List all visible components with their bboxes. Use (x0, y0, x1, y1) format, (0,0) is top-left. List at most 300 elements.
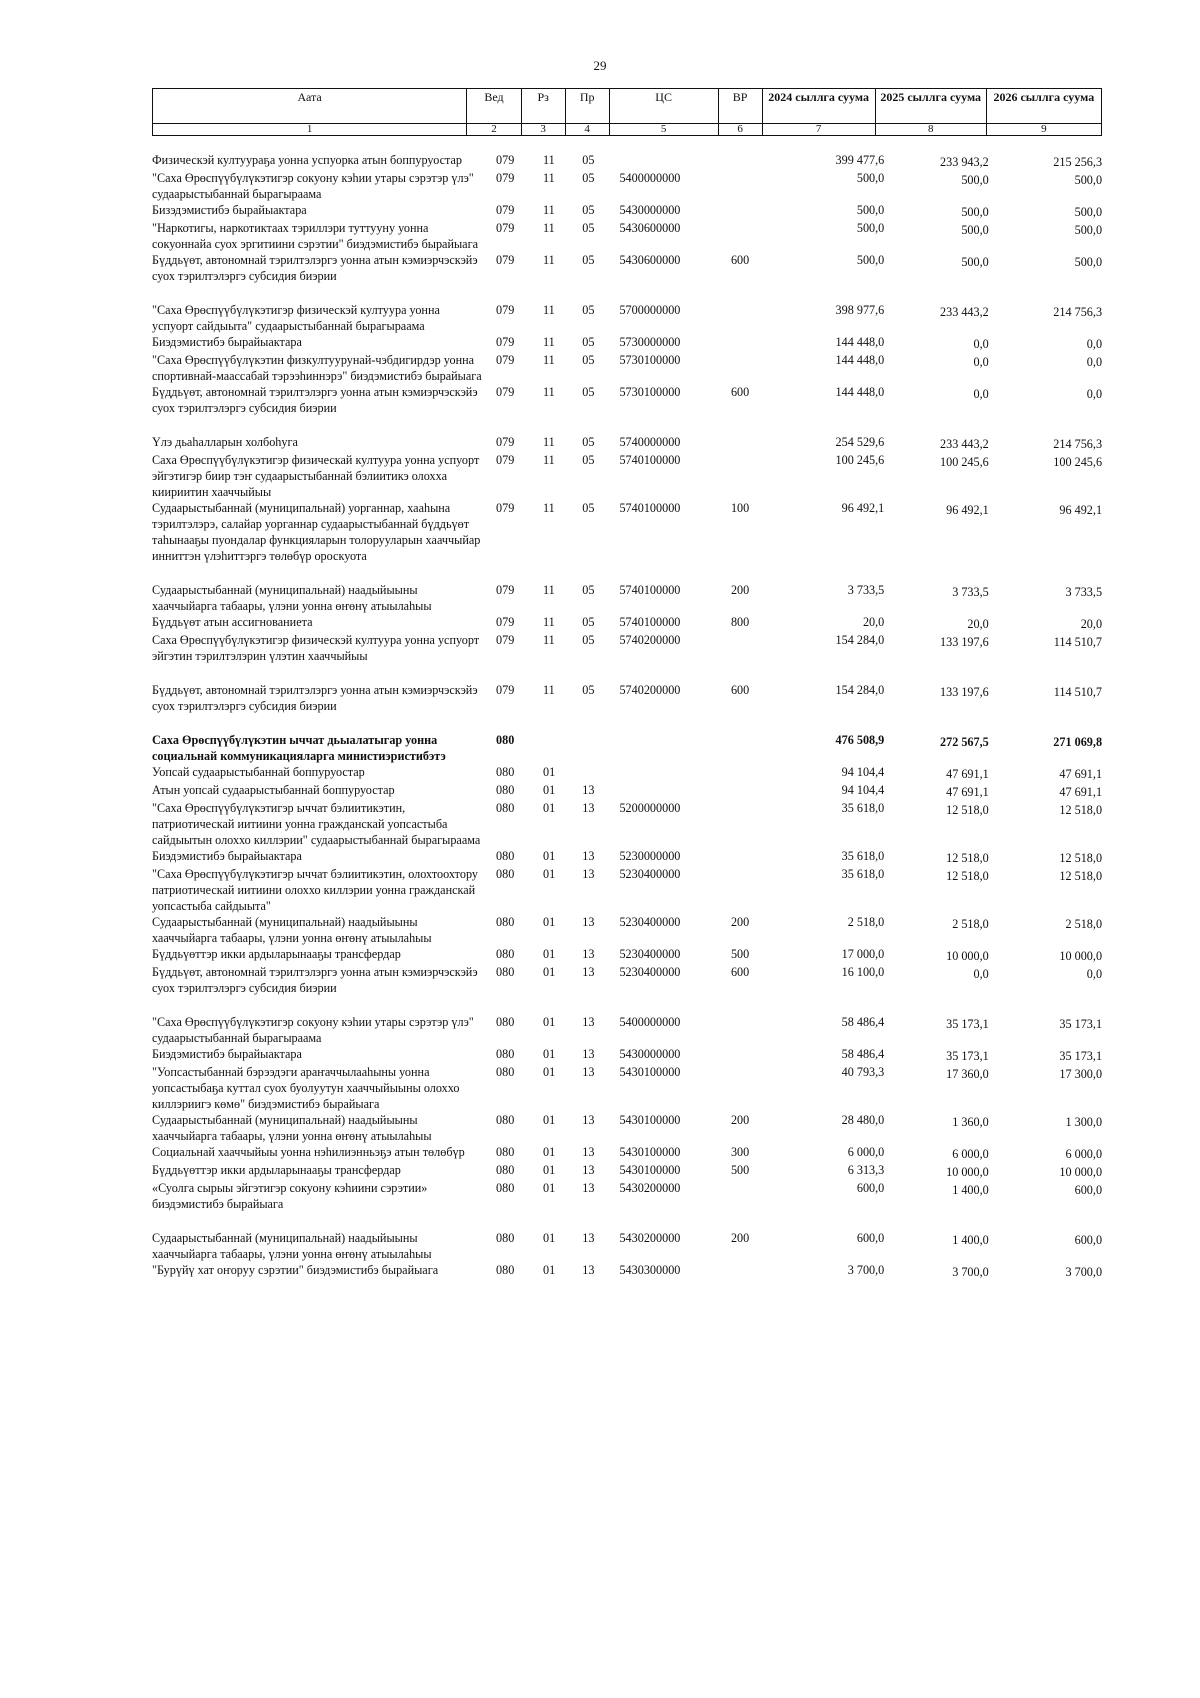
row-rz: 01 (543, 1163, 556, 1177)
row-ved: 080 (496, 1163, 515, 1177)
header-number: 9 (986, 124, 1101, 136)
row-value-2024: 144 448,0 (835, 385, 885, 399)
row-value-2025: 0,0 (973, 337, 989, 351)
row-value-2026: 20,0 (1080, 617, 1103, 631)
row-cs: 5430200000 (619, 1181, 681, 1195)
row-rz: 11 (543, 435, 555, 449)
header-vr: ВР (718, 89, 762, 124)
row-vr (723, 334, 782, 352)
row-value-2026: 10 000,0 (1059, 1165, 1103, 1179)
row-vr (723, 1180, 782, 1212)
row-name: "Наркотигы, наркотиктаах тэриллэри туттууну уонна сокуоннайа суох эргитиини сэрэтии" биэдэмистибэ бырайыага (152, 221, 478, 251)
row-vr: 200 (730, 915, 750, 929)
row-rz: 01 (543, 1015, 556, 1029)
row-value-2026: 35 173,1 (1059, 1017, 1103, 1031)
table-row (152, 800, 1102, 848)
row-value-2026: 0,0 (1086, 967, 1103, 981)
row-value-2024: 40 793,3 (841, 1065, 885, 1079)
row-value-2025: 17 360,0 (946, 1067, 989, 1081)
row-value-2025: 0,0 (973, 387, 989, 401)
table-row (152, 848, 1102, 866)
row-name: "Саха Өрөспүүбүлүкэтигэр ыччат бэлиитикэтин, патриотическай иитиини уонна гражданскай уопсастыба сайдыытын олоххо киллэрии" судаарыстыбаннай бырагыраама (152, 801, 481, 847)
row-ved: 080 (496, 1113, 515, 1127)
row-value-2026: 2 518,0 (1065, 917, 1103, 931)
table-row (152, 1064, 1102, 1112)
row-rz: 01 (543, 1047, 556, 1061)
row-value-2024: 94 104,4 (841, 765, 885, 779)
row-value-2026: 214 756,3 (1053, 305, 1103, 319)
row-rz: 11 (543, 385, 555, 399)
row-cs: 5740200000 (619, 683, 681, 697)
row-cs: 5200000000 (619, 801, 681, 815)
row-cs: 5430100000 (619, 1113, 681, 1127)
row-value-2026: 12 518,0 (1059, 851, 1103, 865)
row-value-2024: 17 000,0 (841, 947, 885, 961)
row-value-2025: 233 943,2 (940, 155, 989, 169)
row-value-2024: 399 477,6 (835, 153, 885, 167)
row-cs: 5430200000 (619, 1231, 681, 1245)
header-2026: 2026 сыллга суума (986, 89, 1101, 124)
table-row (152, 220, 1102, 252)
row-value-2024: 16 100,0 (841, 965, 885, 979)
row-cs (615, 764, 723, 782)
row-vr (723, 632, 782, 664)
row-value-2025: 0,0 (973, 967, 989, 981)
row-ved: 080 (496, 849, 515, 863)
row-cs: 5230000000 (619, 849, 681, 863)
row-pr: 13 (582, 1231, 595, 1245)
header-number: 4 (565, 124, 609, 136)
row-pr: 05 (582, 303, 595, 317)
row-rz: 11 (543, 335, 555, 349)
row-cs: 5430300000 (619, 1263, 681, 1277)
table-row (152, 352, 1102, 384)
row-value-2026: 500,0 (1074, 255, 1103, 269)
row-vr: 600 (730, 965, 750, 979)
header-number: 8 (875, 124, 986, 136)
row-value-2024: 500,0 (856, 221, 885, 235)
row-value-2025: 0,0 (973, 355, 989, 369)
row-value-2026: 0,0 (1086, 387, 1103, 401)
row-value-2026: 600,0 (1074, 1233, 1103, 1247)
row-vr: 300 (730, 1145, 750, 1159)
row-cs (615, 782, 723, 800)
row-value-2026: 114 510,7 (1053, 685, 1103, 699)
table-row (152, 302, 1102, 334)
row-pr: 05 (582, 171, 595, 185)
row-value-2026: 35 173,1 (1059, 1049, 1103, 1063)
header-number: 2 (467, 124, 521, 136)
header-number: 1 (153, 124, 467, 136)
table-row (152, 682, 1102, 714)
row-rz: 11 (543, 353, 555, 367)
table-row (152, 946, 1102, 964)
row-vr (723, 1046, 782, 1064)
row-rz: 11 (543, 303, 555, 317)
row-vr (723, 152, 782, 170)
row-value-2025: 35 173,1 (946, 1049, 989, 1063)
row-cs: 5730000000 (619, 335, 681, 349)
row-name: Судаарыстыбаннай (муниципальнай) наадыйыыны хааччыйарга табаары, үлэни уонна өҥөнү атыылаһыы (152, 1113, 432, 1143)
row-pr: 05 (582, 683, 595, 697)
row-value-2024: 3 700,0 (847, 1263, 885, 1277)
row-name: Биэдэмистибэ бырайыактара (152, 849, 302, 863)
row-value-2025: 96 492,1 (946, 503, 989, 517)
row-rz: 01 (543, 947, 556, 961)
row-name: Саха Өрөспүүбүлүкэтигэр физическэй култуура уонна успуорт эйгэтин тэрилтэлэрин үлэтин хааччыйыы (152, 633, 480, 663)
row-value-2026: 12 518,0 (1059, 803, 1103, 817)
row-rz: 01 (543, 1065, 556, 1079)
row-vr (723, 352, 782, 384)
header-pr: Пр (565, 89, 609, 124)
row-ved: 079 (496, 501, 515, 515)
row-name: Биэдэмистибэ бырайыактара (152, 1047, 302, 1061)
row-value-2024: 6 313,3 (847, 1163, 885, 1177)
row-vr (723, 220, 782, 252)
row-value-2024: 35 618,0 (841, 801, 885, 815)
row-name: Атын уопсай судаарыстыбаннай боппуруостар (152, 783, 395, 797)
row-rz: 11 (543, 253, 555, 267)
row-value-2024: 96 492,1 (841, 501, 885, 515)
row-vr: 200 (730, 1231, 750, 1245)
row-value-2024: 600,0 (856, 1181, 885, 1195)
row-ved: 079 (496, 335, 515, 349)
row-pr: 05 (582, 453, 595, 467)
row-value-2026: 0,0 (1086, 355, 1103, 369)
row-vr (723, 434, 782, 452)
row-pr (576, 732, 615, 764)
row-cs (615, 732, 723, 764)
row-value-2026: 3 700,0 (1065, 1265, 1103, 1279)
row-vr (723, 1064, 782, 1112)
row-cs: 5430100000 (619, 1065, 681, 1079)
row-value-2026: 47 691,1 (1059, 785, 1103, 799)
row-ved: 080 (496, 1015, 515, 1029)
row-value-2024: 100 245,6 (835, 453, 885, 467)
header-2025: 2025 сыллга суума (875, 89, 986, 124)
table-row (152, 434, 1102, 452)
row-pr: 05 (582, 633, 595, 647)
table-row (152, 1180, 1102, 1212)
row-value-2025: 35 173,1 (946, 1017, 989, 1031)
row-ved: 079 (496, 203, 515, 217)
row-name: "Бурүйү хат оҥоруу сэрэтии" биэдэмистибэ бырайыага (152, 1263, 439, 1277)
row-value-2024: 94 104,4 (841, 783, 885, 797)
row-pr: 13 (582, 947, 595, 961)
row-value-2026: 215 256,3 (1053, 155, 1103, 169)
row-ved: 080 (496, 965, 515, 979)
row-ved: 079 (496, 221, 515, 235)
row-value-2024: 35 618,0 (841, 849, 885, 863)
row-vr (723, 170, 782, 202)
row-pr: 05 (582, 335, 595, 349)
row-value-2026: 3 733,5 (1065, 585, 1103, 599)
row-ved: 079 (496, 453, 515, 467)
row-pr: 13 (582, 783, 595, 797)
row-value-2025: 1 400,0 (952, 1233, 989, 1247)
row-value-2025: 12 518,0 (946, 851, 989, 865)
row-ved: 080 (496, 1047, 515, 1061)
row-cs: 5740100000 (619, 501, 681, 515)
row-pr: 13 (582, 1145, 595, 1159)
row-value-2026: 47 691,1 (1059, 767, 1103, 781)
row-pr: 13 (582, 915, 595, 929)
row-ved: 080 (496, 867, 515, 881)
row-pr: 13 (582, 1181, 595, 1195)
row-cs: 5740000000 (619, 435, 681, 449)
row-value-2024: 58 486,4 (841, 1015, 885, 1029)
row-rz: 11 (543, 203, 555, 217)
row-ved: 079 (496, 353, 515, 367)
row-value-2026: 600,0 (1074, 1183, 1103, 1197)
row-value-2024: 476 508,9 (835, 733, 885, 747)
row-value-2026: 500,0 (1074, 205, 1103, 219)
row-pr: 13 (582, 1065, 595, 1079)
row-value-2024: 144 448,0 (835, 353, 885, 367)
row-pr: 05 (582, 203, 595, 217)
row-rz: 11 (543, 633, 555, 647)
row-value-2025: 500,0 (961, 255, 989, 269)
row-value-2024: 6 000,0 (847, 1145, 885, 1159)
row-value-2024: 600,0 (856, 1231, 885, 1245)
table-row (152, 500, 1102, 564)
row-value-2024: 500,0 (856, 171, 885, 185)
table-row (152, 1144, 1102, 1162)
row-value-2025: 233 443,2 (940, 437, 989, 451)
row-ved: 079 (496, 615, 515, 629)
row-rz: 11 (543, 171, 555, 185)
row-cs: 5400000000 (619, 171, 681, 185)
table-row (152, 764, 1102, 782)
row-pr: 05 (582, 501, 595, 515)
row-value-2026: 0,0 (1086, 337, 1103, 351)
row-value-2024: 144 448,0 (835, 335, 885, 349)
row-cs: 5230400000 (619, 947, 681, 961)
row-value-2026: 100 245,6 (1053, 455, 1103, 469)
row-value-2026: 12 518,0 (1059, 869, 1103, 883)
row-value-2026: 500,0 (1074, 173, 1103, 187)
row-name: Бизэдэмистибэ бырайыактара (152, 203, 307, 217)
row-vr: 500 (730, 1163, 750, 1177)
row-vr (723, 452, 782, 500)
row-cs (615, 152, 723, 170)
row-value-2025: 12 518,0 (946, 869, 989, 883)
row-ved: 079 (496, 583, 515, 597)
row-cs: 5230400000 (619, 965, 681, 979)
row-rz: 11 (543, 501, 555, 515)
table-row (152, 1262, 1102, 1280)
row-cs: 5740200000 (619, 633, 681, 647)
row-vr (723, 202, 782, 220)
row-vr: 600 (730, 683, 750, 697)
row-pr: 05 (582, 253, 595, 267)
row-ved: 079 (496, 303, 515, 317)
row-value-2024: 35 618,0 (841, 867, 885, 881)
row-cs: 5430600000 (619, 253, 681, 267)
row-vr (723, 1262, 782, 1280)
table-row (152, 866, 1102, 914)
row-rz: 01 (543, 1181, 556, 1195)
row-vr (723, 764, 782, 782)
row-ved: 079 (496, 435, 515, 449)
row-pr: 13 (582, 801, 595, 815)
row-name: Судаарыстыбаннай (муниципальнай) уорганнар, хааһына тэрилтэлэрэ, салайар уорганнар судаарыстыбаннай бүддьүөт таһынааҕы пуондалар функцияларын толорууларын хааччыйар инниттэн үлэһиттэргэ төлөбүр ороскуота (152, 501, 481, 563)
row-pr: 05 (582, 435, 595, 449)
table-row (152, 914, 1102, 946)
row-pr: 13 (582, 1163, 595, 1177)
row-name: Бүддьүөттэр икки ардыларынааҕы трансфердар (152, 1163, 401, 1177)
row-cs: 5230400000 (619, 867, 681, 881)
row-cs: 5740100000 (619, 583, 681, 597)
row-name: Уопсай судаарыстыбаннай боппуруостар (152, 765, 365, 779)
row-ved: 079 (496, 633, 515, 647)
row-cs: 5430000000 (619, 203, 681, 217)
row-value-2025: 133 197,6 (940, 685, 989, 699)
table-row (152, 964, 1102, 996)
table-row (152, 1162, 1102, 1180)
header-number: 3 (521, 124, 565, 136)
row-value-2024: 2 518,0 (847, 915, 885, 929)
row-vr (723, 800, 782, 848)
row-vr (723, 848, 782, 866)
page-number: 29 (593, 58, 607, 73)
row-name: "Уопсастыбаннай бэрээдэги араҥаччылааһыны уонна уопсастыбаҕа куттал суох буолуутун хааччыйыыны олоххо киллэриигэ көмө" биэдэмистибэ бырайыага (152, 1065, 460, 1111)
row-value-2024: 500,0 (856, 203, 885, 217)
row-cs: 5700000000 (619, 303, 681, 317)
row-cs: 5430000000 (619, 1047, 681, 1061)
row-pr: 13 (582, 849, 595, 863)
table-row (152, 384, 1102, 416)
row-pr: 13 (582, 1047, 595, 1061)
row-value-2025: 1 400,0 (952, 1183, 989, 1197)
row-value-2025: 3 700,0 (952, 1265, 989, 1279)
table-row (152, 1046, 1102, 1064)
table-row (152, 152, 1102, 170)
row-vr: 100 (730, 501, 750, 515)
row-cs: 5430100000 (619, 1163, 681, 1177)
row-rz: 11 (543, 453, 555, 467)
table-row (152, 202, 1102, 220)
row-pr: 05 (582, 615, 595, 629)
table-row (152, 334, 1102, 352)
row-name: Биэдэмистибэ бырайыактара (152, 335, 302, 349)
row-value-2025: 20,0 (967, 617, 989, 631)
row-vr (723, 732, 782, 764)
row-cs: 5730100000 (619, 353, 681, 367)
row-rz: 11 (543, 683, 555, 697)
row-value-2026: 17 300,0 (1059, 1067, 1103, 1081)
row-rz: 01 (543, 1263, 556, 1277)
row-value-2026: 96 492,1 (1059, 503, 1103, 517)
row-ved: 080 (496, 783, 515, 797)
row-value-2025: 500,0 (961, 173, 989, 187)
row-pr: 05 (582, 221, 595, 235)
row-vr: 500 (730, 947, 750, 961)
row-name: Бүддьүөт, автономнай тэрилтэлэргэ уонна атын кэмиэрчэскэйэ суох тэрилтэлэргэ субсидия биэрии (152, 683, 478, 713)
row-rz: 01 (543, 1231, 556, 1245)
row-cs: 5400000000 (619, 1015, 681, 1029)
table-row (152, 614, 1102, 632)
row-pr: 05 (582, 153, 595, 167)
table-row (152, 782, 1102, 800)
row-name: Саха Өрөспүүбүлүкэтигэр физическай култуура уонна успуорт эйгэтигэр биир тэҥ судаарыстыбаннай бэлиитикэ олохха киириитин хааччыйыы (152, 453, 480, 499)
table-row (152, 170, 1102, 202)
table-row (152, 1230, 1102, 1262)
row-value-2024: 58 486,4 (841, 1047, 885, 1061)
row-ved: 080 (496, 1181, 515, 1195)
header-number: 5 (609, 124, 718, 136)
header-rz: Рз (521, 89, 565, 124)
row-value-2025: 12 518,0 (946, 803, 989, 817)
header-number: 6 (718, 124, 762, 136)
row-vr: 800 (730, 615, 750, 629)
row-name: Бүддьүөттэр икки ардыларынааҕы трансфердар (152, 947, 401, 961)
row-rz: 01 (543, 783, 556, 797)
row-ved: 079 (496, 683, 515, 697)
table-row (152, 252, 1102, 284)
header-2024: 2024 сыллга суума (762, 89, 875, 124)
row-rz: 11 (543, 221, 555, 235)
row-name: "Саха Өрөспүүбүлүкэтигэр ыччат бэлиитикэтин, олохтоохтору патриотическай иитиини олоххо киллэрии уонна гражданскай уопсастыба сайдыыта" (152, 867, 478, 913)
row-rz: 01 (543, 867, 556, 881)
row-pr: 05 (582, 583, 595, 597)
row-name: «Суолга сырыы эйгэтигэр сокуону кэһиини сэрэтии» биэдэмистибэ бырайыага (152, 1181, 428, 1211)
row-vr (723, 782, 782, 800)
row-rz: 01 (543, 965, 556, 979)
row-vr: 600 (730, 253, 750, 267)
row-name: Судаарыстыбаннай (муниципальнай) наадыйыыны хааччыйарга табаары, үлэни уонна өҥөнү атыылаһыы (152, 915, 432, 945)
row-value-2026: 1 300,0 (1065, 1115, 1103, 1129)
row-vr (723, 866, 782, 914)
row-ved: 080 (496, 1065, 515, 1079)
row-value-2026: 214 756,3 (1053, 437, 1103, 451)
row-name: Бүддьүөт, автономнай тэрилтэлэргэ уонна атын кэмиэрчэскэйэ суох тэрилтэлэргэ субсидия биэрии (152, 965, 478, 995)
row-value-2025: 2 518,0 (952, 917, 989, 931)
row-name: Саха Өрөспүүбүлүкэтин ыччат дьыалатыгар уонна социальнай коммуникацияларга министиэристибэтэ (152, 733, 446, 763)
row-name: Физическэй култуураҕа уонна успуорка атын боппуруостар (152, 153, 462, 167)
row-rz: 11 (543, 583, 555, 597)
row-value-2025: 47 691,1 (946, 785, 989, 799)
row-rz: 01 (543, 849, 556, 863)
row-ved: 079 (496, 153, 515, 167)
table-header (152, 88, 1102, 136)
row-value-2025: 47 691,1 (946, 767, 989, 781)
row-rz: 01 (543, 765, 556, 779)
row-pr: 13 (582, 867, 595, 881)
row-ved: 080 (496, 1145, 515, 1159)
row-pr: 13 (582, 965, 595, 979)
row-rz: 01 (543, 1113, 556, 1127)
row-name: "Саха Өрөспүүбүлүкэтигэр сокуону кэһии утары сэрэтэр үлэ" судаарыстыбаннай бырагыраама (152, 171, 474, 201)
row-value-2025: 272 567,5 (940, 735, 989, 749)
row-name: "Саха Өрөспүүбүлүкэтин физкултуурунай-чэбдигирдэр уонна спортивнай-маассабай тэрээһиннэрэ" биэдэмистибэ бырайыага (152, 353, 482, 383)
row-value-2024: 500,0 (856, 253, 885, 267)
row-rz: 11 (543, 153, 555, 167)
row-ved: 079 (496, 253, 515, 267)
row-vr (723, 302, 782, 334)
row-cs: 5430100000 (619, 1145, 681, 1159)
row-value-2025: 500,0 (961, 205, 989, 219)
row-value-2025: 500,0 (961, 223, 989, 237)
table-row (152, 732, 1102, 764)
header-number: 7 (762, 124, 875, 136)
row-pr: 05 (582, 353, 595, 367)
row-ved: 080 (496, 915, 515, 929)
row-value-2026: 271 069,8 (1053, 735, 1103, 749)
row-value-2026: 500,0 (1074, 223, 1103, 237)
row-ved: 080 (496, 765, 515, 779)
row-name: Бүддьүөт, автономнай тэрилтэлэргэ уонна атын кэмиэрчэскэйэ суох тэрилтэлэргэ субсидия биэрии (152, 385, 478, 415)
